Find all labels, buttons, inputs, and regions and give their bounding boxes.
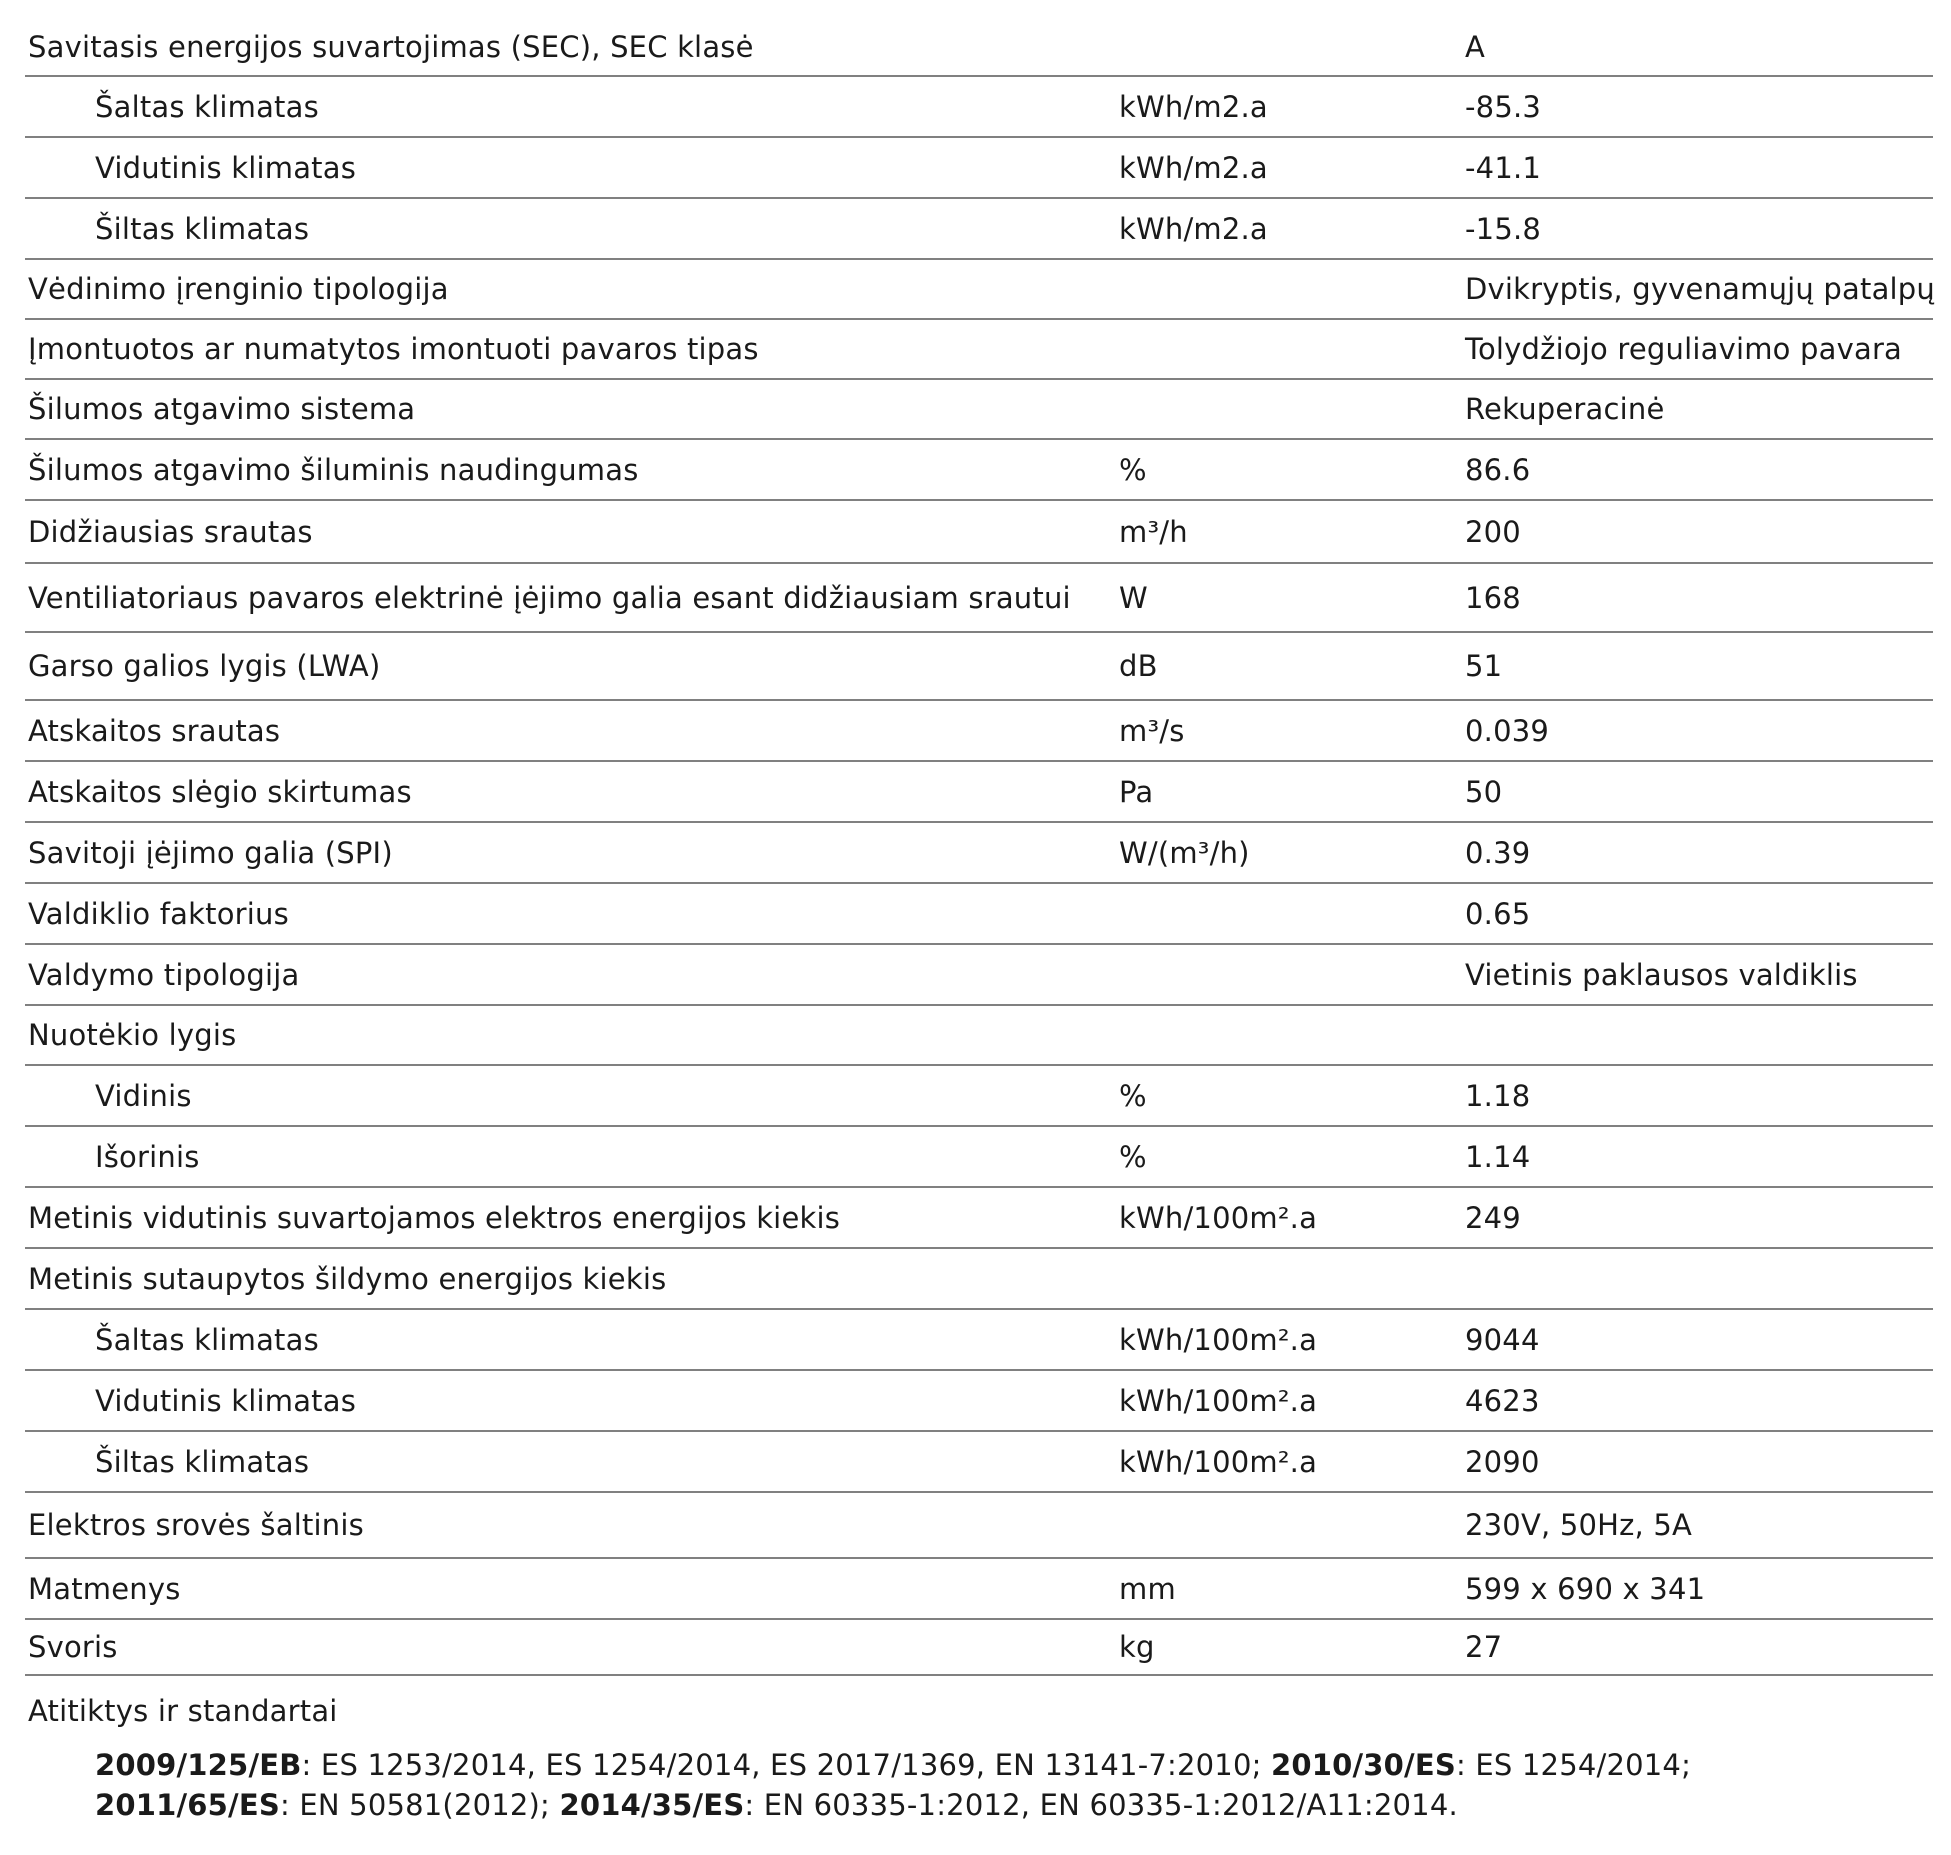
row-label: Elektros srovės šaltinis bbox=[28, 1508, 364, 1542]
table-row bbox=[25, 260, 1933, 320]
row-value: -85.3 bbox=[1465, 89, 1542, 124]
standards-line-2 bbox=[95, 1785, 1895, 1825]
table-row bbox=[25, 1066, 1933, 1127]
row-label: Svoris bbox=[28, 1630, 118, 1664]
row-label: Valdymo tipologija bbox=[28, 957, 300, 992]
row-label: Ventiliatoriaus pavaros elektrinė įėjimo galia esant didžiausiam srautui bbox=[28, 580, 1071, 615]
row-unit: m³/h bbox=[1119, 514, 1188, 549]
row-label: Atskaitos srautas bbox=[28, 713, 281, 748]
row-value: 1.14 bbox=[1465, 1139, 1531, 1174]
row-label: Šaltas klimatas bbox=[95, 1322, 319, 1357]
row-unit: % bbox=[1119, 452, 1147, 487]
row-label: Vidutinis klimatas bbox=[95, 150, 357, 185]
row-label: Šaltas klimatas bbox=[95, 89, 319, 124]
row-value: 249 bbox=[1465, 1200, 1521, 1235]
table-row bbox=[25, 380, 1933, 440]
table-row bbox=[25, 320, 1933, 380]
row-value: -15.8 bbox=[1465, 211, 1542, 246]
standard-refs: : ES 1254/2014; bbox=[1455, 1748, 1692, 1782]
row-value: 200 bbox=[1465, 514, 1521, 549]
row-unit: kWh/100m².a bbox=[1119, 1444, 1318, 1479]
row-label: Savitasis energijos suvartojimas (SEC), SEC klasė bbox=[28, 30, 754, 64]
row-label: Metinis vidutinis suvartojamos elektros energijos kiekis bbox=[28, 1200, 841, 1235]
table-row bbox=[25, 440, 1933, 501]
standard-code: 2014/35/ES bbox=[559, 1788, 745, 1822]
row-unit: kWh/m2.a bbox=[1119, 211, 1268, 246]
table-row bbox=[25, 1127, 1933, 1188]
row-label: Šilumos atgavimo sistema bbox=[28, 392, 416, 426]
table-row bbox=[25, 1310, 1933, 1371]
row-unit: mm bbox=[1119, 1571, 1176, 1606]
standard-code: 2009/125/EB bbox=[95, 1748, 302, 1782]
table-row bbox=[25, 945, 1933, 1006]
row-value: 27 bbox=[1465, 1630, 1503, 1664]
row-unit: % bbox=[1119, 1139, 1147, 1174]
table-row bbox=[25, 501, 1933, 564]
row-label: Vidinis bbox=[95, 1078, 192, 1113]
row-label: Garso galios lygis (LWA) bbox=[28, 649, 381, 683]
row-unit: kWh/100m².a bbox=[1119, 1383, 1318, 1418]
row-value: 51 bbox=[1465, 649, 1503, 683]
spec-table bbox=[25, 19, 1933, 1746]
row-label: Atitiktys ir standartai bbox=[28, 1694, 338, 1728]
table-row bbox=[25, 77, 1933, 138]
table-row bbox=[25, 633, 1933, 701]
row-value: 4623 bbox=[1465, 1383, 1540, 1418]
row-label: Šilumos atgavimo šiluminis naudingumas bbox=[28, 452, 639, 487]
table-row bbox=[25, 1676, 1933, 1746]
row-value: A bbox=[1465, 30, 1486, 64]
standard-refs: : EN 60335-1:2012, EN 60335-1:2012/A11:2014. bbox=[744, 1788, 1458, 1822]
table-row bbox=[25, 1371, 1933, 1432]
row-value: Tolydžiojo reguliavimo pavara bbox=[1465, 332, 1903, 366]
row-label: Metinis sutaupytos šildymo energijos kiekis bbox=[28, 1261, 667, 1296]
row-unit: W bbox=[1119, 580, 1148, 615]
row-label: Vidutinis klimatas bbox=[95, 1383, 357, 1418]
standard-code: 2011/65/ES bbox=[95, 1788, 280, 1822]
standards-line-1 bbox=[95, 1745, 1895, 1785]
row-label: Atskaitos slėgio skirtumas bbox=[28, 774, 412, 809]
standard-refs: : ES 1253/2014, ES 1254/2014, ES 2017/1369, EN 13141-7:2010; bbox=[301, 1748, 1271, 1782]
row-value: 0.039 bbox=[1465, 713, 1550, 748]
table-row bbox=[25, 884, 1933, 945]
table-row bbox=[25, 1006, 1933, 1066]
row-unit: kg bbox=[1119, 1630, 1155, 1664]
table-row bbox=[25, 1188, 1933, 1249]
table-row bbox=[25, 1493, 1933, 1559]
row-unit: Pa bbox=[1119, 774, 1154, 809]
standard-refs: : EN 50581(2012); bbox=[279, 1788, 560, 1822]
table-row bbox=[25, 1432, 1933, 1493]
row-value: 599 x 690 x 341 bbox=[1465, 1571, 1706, 1606]
table-row bbox=[25, 701, 1933, 762]
row-label: Valdiklio faktorius bbox=[28, 896, 289, 931]
row-value: 86.6 bbox=[1465, 452, 1531, 487]
table-row bbox=[25, 564, 1933, 633]
row-unit: dB bbox=[1119, 649, 1158, 683]
row-value: 0.39 bbox=[1465, 835, 1531, 870]
row-unit: kWh/100m².a bbox=[1119, 1200, 1318, 1235]
table-row bbox=[25, 823, 1933, 884]
row-value: 230V, 50Hz, 5A bbox=[1465, 1508, 1693, 1542]
row-value: Vietinis paklausos valdiklis bbox=[1465, 957, 1858, 992]
row-label: Nuotėkio lygis bbox=[28, 1018, 237, 1052]
row-value: 50 bbox=[1465, 774, 1503, 809]
row-value: 168 bbox=[1465, 580, 1521, 615]
row-value: 0.65 bbox=[1465, 896, 1531, 931]
row-label: Savitoji įėjimo galia (SPI) bbox=[28, 835, 393, 870]
table-row bbox=[25, 762, 1933, 823]
table-row bbox=[25, 138, 1933, 199]
row-label: Didžiausias srautas bbox=[28, 514, 313, 549]
row-label: Išorinis bbox=[95, 1139, 200, 1174]
row-label: Šiltas klimatas bbox=[95, 1444, 310, 1479]
row-value: 2090 bbox=[1465, 1444, 1540, 1479]
row-unit: kWh/m2.a bbox=[1119, 150, 1268, 185]
row-unit: kWh/m2.a bbox=[1119, 89, 1268, 124]
row-label: Matmenys bbox=[28, 1571, 181, 1606]
table-row bbox=[25, 1620, 1933, 1676]
standard-code: 2010/30/ES bbox=[1271, 1748, 1456, 1782]
row-unit: W/(m³/h) bbox=[1119, 835, 1250, 870]
row-unit: kWh/100m².a bbox=[1119, 1322, 1318, 1357]
row-value: 9044 bbox=[1465, 1322, 1540, 1357]
table-row bbox=[25, 1559, 1933, 1620]
row-unit: % bbox=[1119, 1078, 1147, 1113]
table-row bbox=[25, 1249, 1933, 1310]
table-row bbox=[25, 19, 1933, 77]
row-value: Rekuperacinė bbox=[1465, 392, 1665, 426]
row-value: -41.1 bbox=[1465, 150, 1542, 185]
row-label: Šiltas klimatas bbox=[95, 211, 310, 246]
row-value: 1.18 bbox=[1465, 1078, 1531, 1113]
row-label: Vėdinimo įrenginio tipologija bbox=[28, 272, 449, 306]
row-value: Dvikryptis, gyvenamųjų patalpų bbox=[1465, 272, 1935, 306]
row-label: Įmontuotos ar numatytos imontuoti pavaros tipas bbox=[28, 332, 759, 366]
table-row bbox=[25, 199, 1933, 260]
row-unit: m³/s bbox=[1119, 713, 1185, 748]
standards-list bbox=[95, 1745, 1895, 1825]
